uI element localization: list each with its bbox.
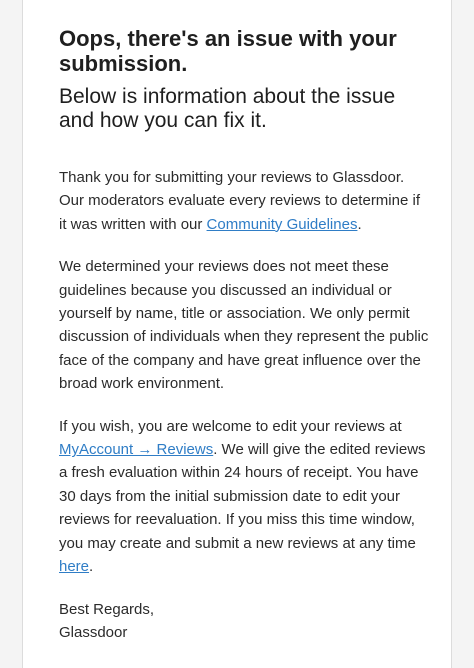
paragraph-edit-instructions [59, 415, 431, 579]
page-subtitle: Below is information about the issue and how you can fix it. [59, 85, 396, 132]
signoff [59, 598, 431, 645]
signoff-line2: Glassdoor [59, 623, 128, 641]
signoff-line1: Best Regards, [59, 600, 155, 618]
email-body [59, 26, 431, 644]
paragraph-thank-you [59, 166, 431, 236]
page-title: Oops, there's an issue with your submission. [59, 26, 397, 76]
community-guidelines-link[interactable]: Community Guidelines [206, 215, 358, 233]
paragraph-text: . [89, 558, 94, 576]
paragraph-text: . [357, 215, 362, 233]
email-card [22, 0, 452, 668]
paragraph-text: . We will give the edited reviews a fresh evaluation within 24 hours of receipt. You have 30 days from the initial submission date to edit your reviews for reevaluation. If you miss this time window, you may create and submit a new reviews at any time [59, 441, 426, 552]
paragraph-text: If you wish, you are welcome to edit your reviews at [59, 417, 402, 435]
paragraph-text: Thank you for submitting your reviews to Glassdoor. Our moderators evaluate every reviews to determine if it was written with our [59, 169, 420, 233]
myaccount-reviews-link[interactable]: MyAccount → Reviews [59, 441, 214, 459]
here-link[interactable]: here [59, 558, 90, 576]
paragraph-determination: We determined your reviews does not meet these guidelines because you discussed an individual or yourself by name, title or association. We only permit discussion of individuals when they represent the public face of the company and have great influence over the broad work environment. [59, 258, 429, 393]
